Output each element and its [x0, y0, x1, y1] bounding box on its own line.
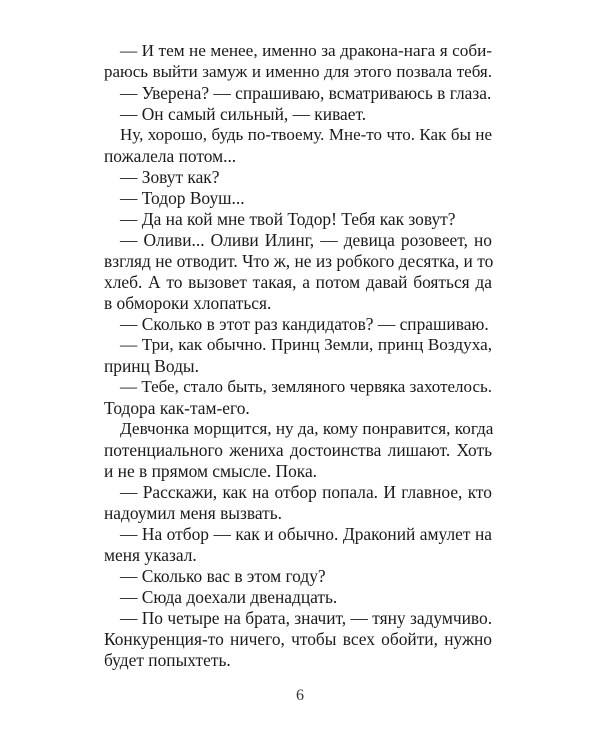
text-line-7: — Зовут как?	[120, 167, 220, 187]
text-line-25: меня указал.	[104, 545, 197, 565]
text-line-21: и не в прямом смысле. Пока.	[104, 461, 318, 481]
text-line-29: Конкуренция-то ничего, чтобы всех обойти, нужно	[104, 629, 492, 649]
text-line-18: Тодора как-там-его.	[104, 398, 250, 418]
text-line-20: потенциального жениха достоинства лишают. Хоть	[104, 440, 492, 460]
text-line-1: — И тем не менее, именно за дракона-нага я соби-	[120, 41, 492, 60]
text-line-11: взгляд не отводит. Что ж, не из робкого десятка, и то	[104, 251, 494, 271]
text-line-23: надоумил меня вызвать.	[104, 503, 282, 523]
text-line-16: принц Воды.	[104, 356, 199, 376]
text-line-22: — Расскажи, как на отбор попала. И главное, кто	[120, 482, 492, 502]
text-line-14: — Сколько в этот раз кандидатов? — спрашиваю.	[120, 314, 489, 334]
text-line-19: Девчонка морщится, ну да, кому понравится, когда	[120, 419, 494, 438]
text-line-6: пожалела потом...	[104, 146, 237, 166]
text-line-17: — Тебе, стало быть, земляного червяка захотелось.	[120, 377, 492, 396]
text-line-2: раюсь выйти замуж и именно для этого позвала тебя.	[104, 62, 492, 81]
text-line-30: будет попыхтеть.	[104, 650, 231, 670]
text-line-28: — По четыре на брата, значит, — тяну задумчиво.	[120, 608, 493, 628]
text-line-15: — Три, как обычно. Принц Земли, принц Воздуха,	[120, 335, 492, 354]
text-line-12: хлеб. А то вызовет такая, а потом давай бояться да	[104, 272, 492, 292]
text-line-9: — Да на кой мне твой Тодор! Тебя как зовут?	[120, 209, 456, 229]
text-line-27: — Сюда доехали двенадцать.	[120, 587, 338, 607]
text-line-26: — Сколько вас в этом году?	[120, 566, 326, 586]
text-line-5: Ну, хорошо, будь по-твоему. Мне-то что. Как бы не	[120, 125, 492, 144]
text-line-4: — Он самый сильный, — кивает.	[120, 104, 367, 124]
text-line-3: — Уверена? — спрашиваю, всматриваюсь в глаза.	[120, 83, 492, 103]
page-number: 6	[296, 687, 304, 704]
text-line-8: — Тодор Воуш...	[120, 188, 245, 208]
text-line-24: — На отбор — как и обычно. Драконий амулет на	[120, 524, 492, 544]
text-line-10: — Оливи... Оливи Илинг, — девица розовеет, но	[120, 230, 492, 250]
text-line-13: в обмороки хлопаться.	[104, 293, 272, 313]
